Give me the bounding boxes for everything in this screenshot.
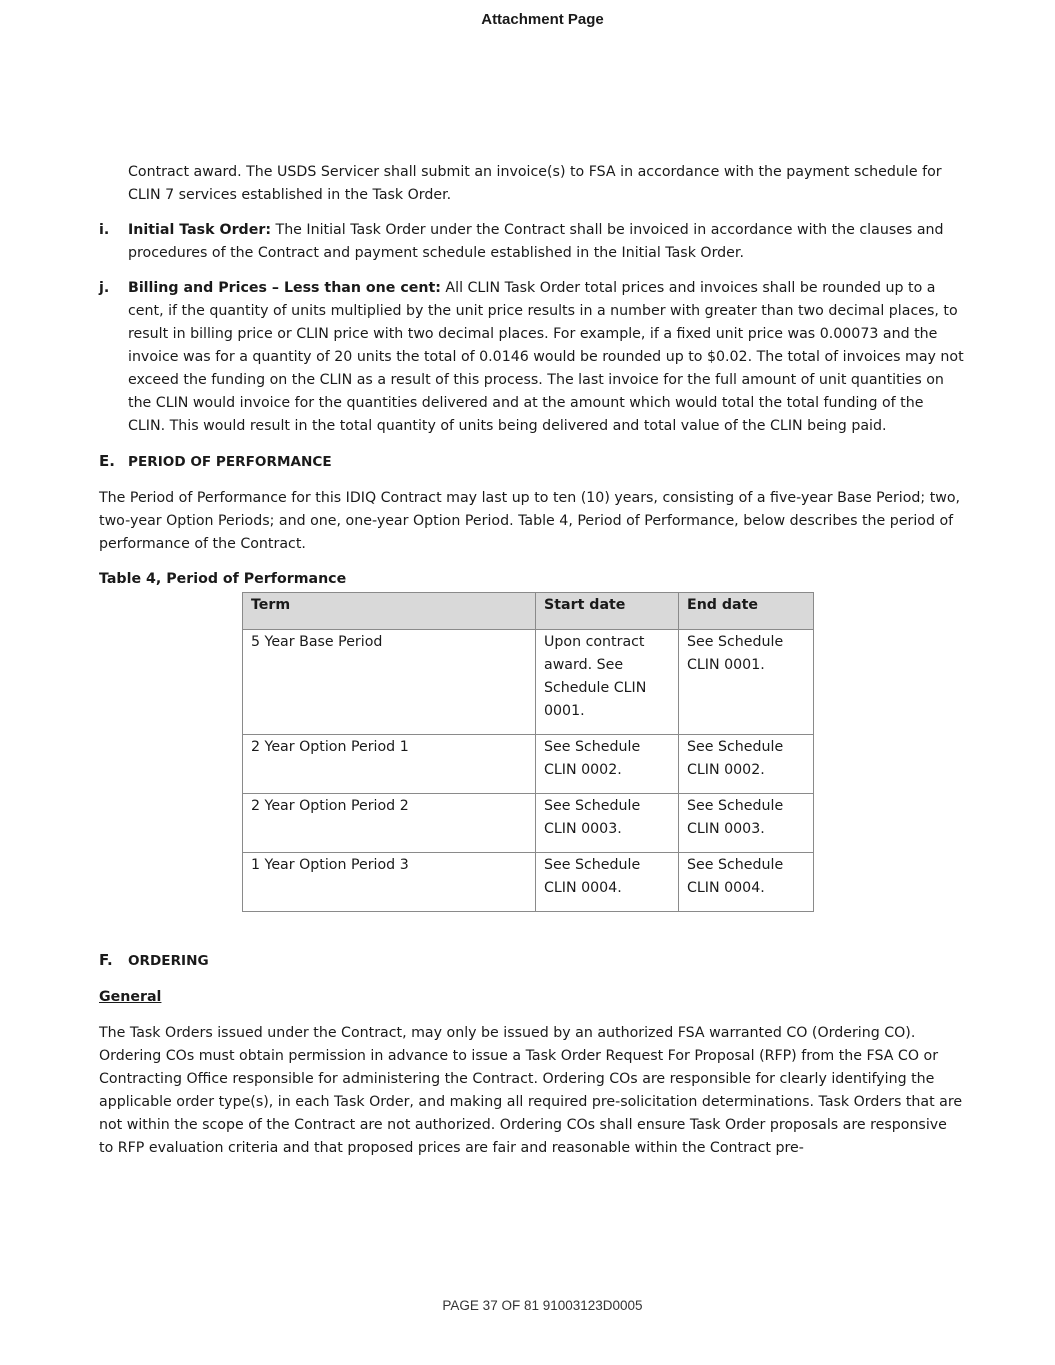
- table-cell-term: 1 Year Option Period 3: [243, 853, 536, 912]
- table-cell-end-date: See Schedule CLIN 0002.: [679, 735, 814, 794]
- section-letter: F.: [99, 951, 113, 969]
- table-cell-term: 2 Year Option Period 2: [243, 794, 536, 853]
- section-title: ORDERING: [128, 953, 209, 969]
- table-row: [243, 735, 814, 794]
- table-cell-start-date: See Schedule CLIN 0002.: [536, 735, 679, 794]
- list-item-j: [99, 277, 964, 438]
- table-caption: Table 4, Period of Performance: [99, 571, 347, 587]
- section-f-subheading: General: [99, 989, 162, 1005]
- table-row: [243, 853, 814, 912]
- table-cell-end-date: See Schedule CLIN 0004.: [679, 853, 814, 912]
- section-f-paragraph: The Task Orders issued under the Contract, may only be issued by an authorized FSA warranted CO (Ordering CO). Ordering COs must obtain permission in advance to issue a Task Order Request For Proposal (RFP) from the FSA CO or Contracting Office responsible for administering the Contract. Ordering COs are responsible for clearly identifying the applicable order type(s), in each Task Order, and making all required pre-solicitation determinations. Task Orders that are not within the scope of the Contract are not authorized. Ordering COs shall ensure Task Order proposals are responsive to RFP evaluation criteria and that proposed prices are fair and reasonable within the Contract pre-: [99, 1025, 963, 1156]
- list-item-text: All CLIN Task Order total prices and invoices shall be rounded up to a cent, if the quantity of units multiplied by the unit price results in a number with greater than two decimal places, to result in billing price or CLIN price with two decimal places. For example, if a fixed unit price was 0.00073 and the invoice was for a quantity of 20 units the total of 0.0146 would be rounded up to $0.02. The total of invoices may not exceed the funding on the CLIN as a result of this process. The last invoice for the full amount of unit quantities on the CLIN would invoice for the quantities delivered and at the amount which would total the total funding of the CLIN. This would result in the total quantity of units being delivered and total value of the CLIN being paid.: [128, 280, 964, 434]
- list-item-text: The Initial Task Order under the Contract shall be invoiced in accordance with the clauses and procedures of the Contract and payment schedule established in the Initial Task Order.: [128, 222, 944, 261]
- page-header-title: Attachment Page: [481, 11, 604, 28]
- section-e-heading: [99, 450, 964, 474]
- table-cell-start-date: See Schedule CLIN 0004.: [536, 853, 679, 912]
- table-cell-start-date: Upon contract award. See Schedule CLIN 0001.: [536, 630, 679, 735]
- document-body: [99, 161, 964, 1172]
- table-cell-start-date: See Schedule CLIN 0003.: [536, 794, 679, 853]
- section-e-paragraph: The Period of Performance for this IDIQ Contract may last up to ten (10) years, consisting of a five-year Base Period; two, two-year Option Periods; and one, one-year Option Period. Table 4, Period of Performance, below describes the period of performance of the Contract.: [99, 490, 961, 552]
- section-title: PERIOD OF PERFORMANCE: [128, 454, 332, 470]
- table-cell-end-date: See Schedule CLIN 0001.: [679, 630, 814, 735]
- section-f-heading: [99, 949, 964, 973]
- table-row: [243, 794, 814, 853]
- table-row: [243, 630, 814, 735]
- section-letter: E.: [99, 452, 115, 470]
- page-footer: PAGE 37 OF 81 91003123D0005: [442, 1298, 643, 1313]
- column-header-term: Term: [243, 593, 536, 630]
- continuation-paragraph: Contract award. The USDS Servicer shall submit an invoice(s) to FSA in accordance with the payment schedule for CLIN 7 services established in the Task Order.: [128, 164, 942, 203]
- table-cell-term: 5 Year Base Period: [243, 630, 536, 735]
- list-item-lead: Initial Task Order:: [128, 222, 272, 238]
- column-header-end-date: End date: [679, 593, 814, 630]
- table-header-row: [243, 593, 814, 630]
- column-header-start-date: Start date: [536, 593, 679, 630]
- list-item-i: [99, 219, 964, 265]
- period-of-performance-table: [242, 592, 814, 912]
- list-item-lead: Billing and Prices – Less than one cent:: [128, 280, 441, 296]
- table-cell-term: 2 Year Option Period 1: [243, 735, 536, 794]
- table-cell-end-date: See Schedule CLIN 0003.: [679, 794, 814, 853]
- list-marker: j.: [99, 280, 110, 296]
- list-marker: i.: [99, 222, 110, 238]
